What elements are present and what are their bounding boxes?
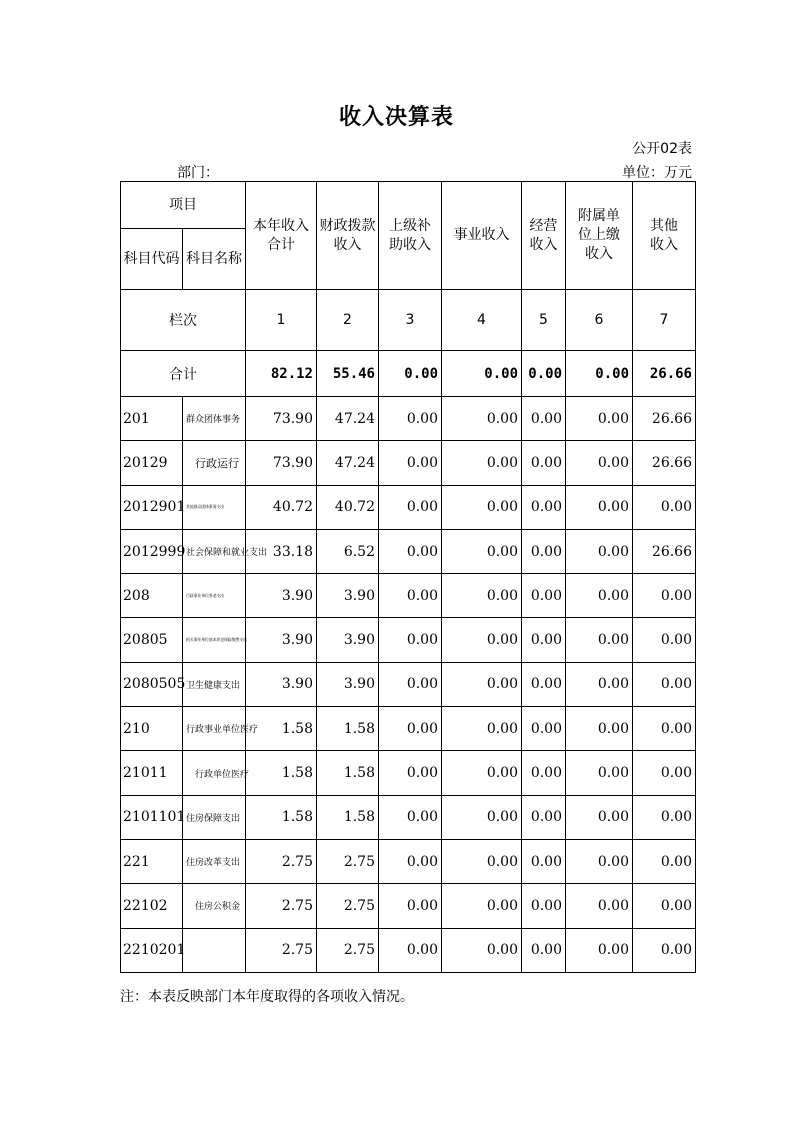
subject-name: 社会保障和就业支出 — [183, 529, 246, 573]
cell-value: 0.00 — [522, 485, 566, 529]
cell-value: 0.00 — [566, 441, 633, 485]
cell-value: 3.90 — [317, 662, 379, 706]
header-col3-text: 上级补助收入 — [389, 217, 431, 253]
footnote: 注：本表反映部门本年度取得的各项收入情况。 — [120, 989, 414, 1005]
table-row — [121, 884, 696, 928]
page-title: 收入决算表 — [338, 105, 454, 130]
subject-name: 住房改革支出 — [183, 839, 246, 883]
col-number: 7 — [633, 290, 696, 351]
cell-value: 0.00 — [442, 529, 522, 573]
department-label: 部门： — [177, 165, 219, 181]
cell-value: 2.75 — [246, 839, 317, 883]
cell-value: 0.00 — [379, 574, 442, 618]
header-col2-text: 财政拨款收入 — [319, 217, 376, 253]
cell-value: 0.00 — [566, 662, 633, 706]
cell-value: 47.24 — [317, 441, 379, 485]
subject-name: 行政单位医疗 — [183, 751, 246, 795]
cell-value: 0.00 — [633, 662, 696, 706]
table-row — [121, 618, 696, 662]
cell-value: 6.52 — [317, 529, 379, 573]
cell-value: 0.00 — [633, 751, 696, 795]
cell-value: 3.90 — [246, 574, 317, 618]
col-number: 5 — [522, 290, 566, 351]
cell-value: 2.75 — [317, 884, 379, 928]
cell-value: 26.66 — [633, 441, 696, 485]
cell-value: 1.58 — [246, 707, 317, 751]
cell-value: 0.00 — [442, 795, 522, 839]
cell-value: 33.18 — [246, 529, 317, 573]
cell-value: 2.75 — [246, 884, 317, 928]
cell-value: 0.00 — [379, 884, 442, 928]
cell-value: 0.00 — [633, 485, 696, 529]
cell-value: 0.00 — [633, 707, 696, 751]
cell-value: 0.00 — [522, 441, 566, 485]
header-code: 科目代码 — [121, 229, 183, 290]
cell-value: 3.90 — [317, 574, 379, 618]
subject-code: 208 — [121, 574, 183, 618]
subject-name: 其他群众团体事务支出 — [183, 485, 246, 529]
cell-value: 73.90 — [246, 441, 317, 485]
cell-value: 0.00 — [379, 795, 442, 839]
header-col5 — [522, 182, 566, 290]
table-row — [121, 441, 696, 485]
subject-name: 行政事业单位医疗 — [183, 707, 246, 751]
subject-code: 20129 — [121, 441, 183, 485]
cell-value: 0.00 — [442, 751, 522, 795]
header-item: 项目 — [121, 182, 246, 229]
subject-name: 住房公积金 — [183, 884, 246, 928]
cell-value: 0.00 — [566, 884, 633, 928]
cell-value: 0.00 — [566, 707, 633, 751]
subject-name: 机关事业单位基本养老保险缴费支出 — [183, 618, 246, 662]
cell-value: 0.00 — [442, 618, 522, 662]
subject-code: 201 — [121, 397, 183, 441]
cell-value: 0.00 — [442, 839, 522, 883]
cell-value: 0.00 — [633, 928, 696, 972]
col-number: 1 — [246, 290, 317, 351]
cell-value: 1.58 — [246, 795, 317, 839]
subject-name: 行政事业单位养老支出 — [183, 574, 246, 618]
cell-value: 3.90 — [246, 662, 317, 706]
cell-value: 0.00 — [522, 397, 566, 441]
income-table — [120, 181, 696, 973]
header-col4: 事业收入 — [442, 182, 522, 290]
form-number: 公开02表 — [632, 141, 692, 157]
header-col3 — [379, 182, 442, 290]
col-number: 6 — [566, 290, 633, 351]
col-number: 4 — [442, 290, 522, 351]
table-body — [121, 397, 696, 973]
cell-value: 0.00 — [379, 839, 442, 883]
cell-value: 3.90 — [317, 618, 379, 662]
header-col2 — [317, 182, 379, 290]
cell-value: 0.00 — [566, 485, 633, 529]
cell-value: 0.00 — [566, 928, 633, 972]
table-row — [121, 751, 696, 795]
cell-value: 0.00 — [379, 441, 442, 485]
cell-value: 0.00 — [522, 574, 566, 618]
total-value: 0.00 — [522, 351, 566, 397]
cell-value: 40.72 — [246, 485, 317, 529]
unit-label: 单位：万元 — [622, 165, 692, 181]
subject-name: 卫生健康支出 — [183, 662, 246, 706]
cell-value: 0.00 — [442, 574, 522, 618]
cell-value: 0.00 — [379, 928, 442, 972]
cell-value: 0.00 — [442, 707, 522, 751]
table-row — [121, 795, 696, 839]
table-row — [121, 707, 696, 751]
cell-value: 0.00 — [379, 618, 442, 662]
header-name: 科目名称 — [183, 229, 246, 290]
cell-value: 0.00 — [522, 707, 566, 751]
table-row — [121, 397, 696, 441]
cell-value: 0.00 — [442, 928, 522, 972]
table-row — [121, 485, 696, 529]
cell-value: 0.00 — [442, 441, 522, 485]
cell-value: 2.75 — [246, 928, 317, 972]
cell-value: 1.58 — [246, 751, 317, 795]
cell-value: 73.90 — [246, 397, 317, 441]
total-value: 82.12 — [246, 351, 317, 397]
col-number: 2 — [317, 290, 379, 351]
cell-value: 0.00 — [522, 884, 566, 928]
subject-code: 2101101 — [121, 795, 183, 839]
header-col5-text: 经营收入 — [529, 217, 558, 253]
cell-value: 1.58 — [317, 707, 379, 751]
subject-code: 20805 — [121, 618, 183, 662]
subject-name: 群众团体事务 — [183, 397, 246, 441]
cell-value: 0.00 — [633, 618, 696, 662]
cell-value: 26.66 — [633, 397, 696, 441]
cell-value: 0.00 — [566, 574, 633, 618]
header-col7 — [633, 182, 696, 290]
total-value: 0.00 — [442, 351, 522, 397]
table-row — [121, 839, 696, 883]
cell-value: 1.58 — [317, 795, 379, 839]
cell-value: 0.00 — [566, 795, 633, 839]
cell-value: 0.00 — [566, 839, 633, 883]
header-col7-text: 其他收入 — [650, 217, 678, 253]
cell-value: 0.00 — [566, 397, 633, 441]
cell-value: 47.24 — [317, 397, 379, 441]
cell-value: 0.00 — [566, 529, 633, 573]
subject-name — [183, 928, 246, 972]
cell-value: 0.00 — [379, 397, 442, 441]
cell-value: 0.00 — [633, 839, 696, 883]
subject-code: 210 — [121, 707, 183, 751]
cell-value: 0.00 — [442, 662, 522, 706]
cell-value: 2.75 — [317, 839, 379, 883]
cell-value: 40.72 — [317, 485, 379, 529]
lanci-label: 栏次 — [121, 290, 246, 351]
header-col6 — [566, 182, 633, 290]
table-row — [121, 529, 696, 573]
cell-value: 0.00 — [442, 884, 522, 928]
cell-value: 0.00 — [566, 751, 633, 795]
total-value: 0.00 — [379, 351, 442, 397]
cell-value: 0.00 — [379, 751, 442, 795]
cell-value: 0.00 — [522, 839, 566, 883]
cell-value: 0.00 — [379, 707, 442, 751]
total-value: 55.46 — [317, 351, 379, 397]
cell-value: 0.00 — [442, 485, 522, 529]
subject-code: 2012901 — [121, 485, 183, 529]
header-col1-text: 本年收入合计 — [253, 217, 309, 253]
cell-value: 1.58 — [317, 751, 379, 795]
cell-value: 0.00 — [379, 662, 442, 706]
subject-code: 22102 — [121, 884, 183, 928]
subject-code: 2080505 — [121, 662, 183, 706]
cell-value: 0.00 — [633, 795, 696, 839]
header-col1 — [246, 182, 317, 290]
cell-value: 0.00 — [633, 884, 696, 928]
total-value: 0.00 — [566, 351, 633, 397]
cell-value: 0.00 — [522, 529, 566, 573]
cell-value: 0.00 — [633, 574, 696, 618]
col-number: 3 — [379, 290, 442, 351]
cell-value: 0.00 — [522, 618, 566, 662]
cell-value: 0.00 — [522, 928, 566, 972]
table-row — [121, 574, 696, 618]
header-col6-text: 附属单位上缴收入 — [578, 208, 620, 262]
table-row — [121, 662, 696, 706]
cell-value: 0.00 — [566, 618, 633, 662]
subject-code: 21011 — [121, 751, 183, 795]
cell-value: 0.00 — [522, 751, 566, 795]
subject-code: 221 — [121, 839, 183, 883]
cell-value: 0.00 — [522, 795, 566, 839]
subject-name: 住房保障支出 — [183, 795, 246, 839]
subject-code: 2012999 — [121, 529, 183, 573]
cell-value: 3.90 — [246, 618, 317, 662]
subject-code: 2210201 — [121, 928, 183, 972]
subject-name: 行政运行 — [183, 441, 246, 485]
cell-value: 26.66 — [633, 529, 696, 573]
total-label: 合计 — [121, 351, 246, 397]
cell-value: 2.75 — [317, 928, 379, 972]
total-value: 26.66 — [633, 351, 696, 397]
cell-value: 0.00 — [522, 662, 566, 706]
cell-value: 0.00 — [379, 485, 442, 529]
cell-value: 0.00 — [379, 529, 442, 573]
cell-value: 0.00 — [442, 397, 522, 441]
table-row — [121, 928, 696, 972]
